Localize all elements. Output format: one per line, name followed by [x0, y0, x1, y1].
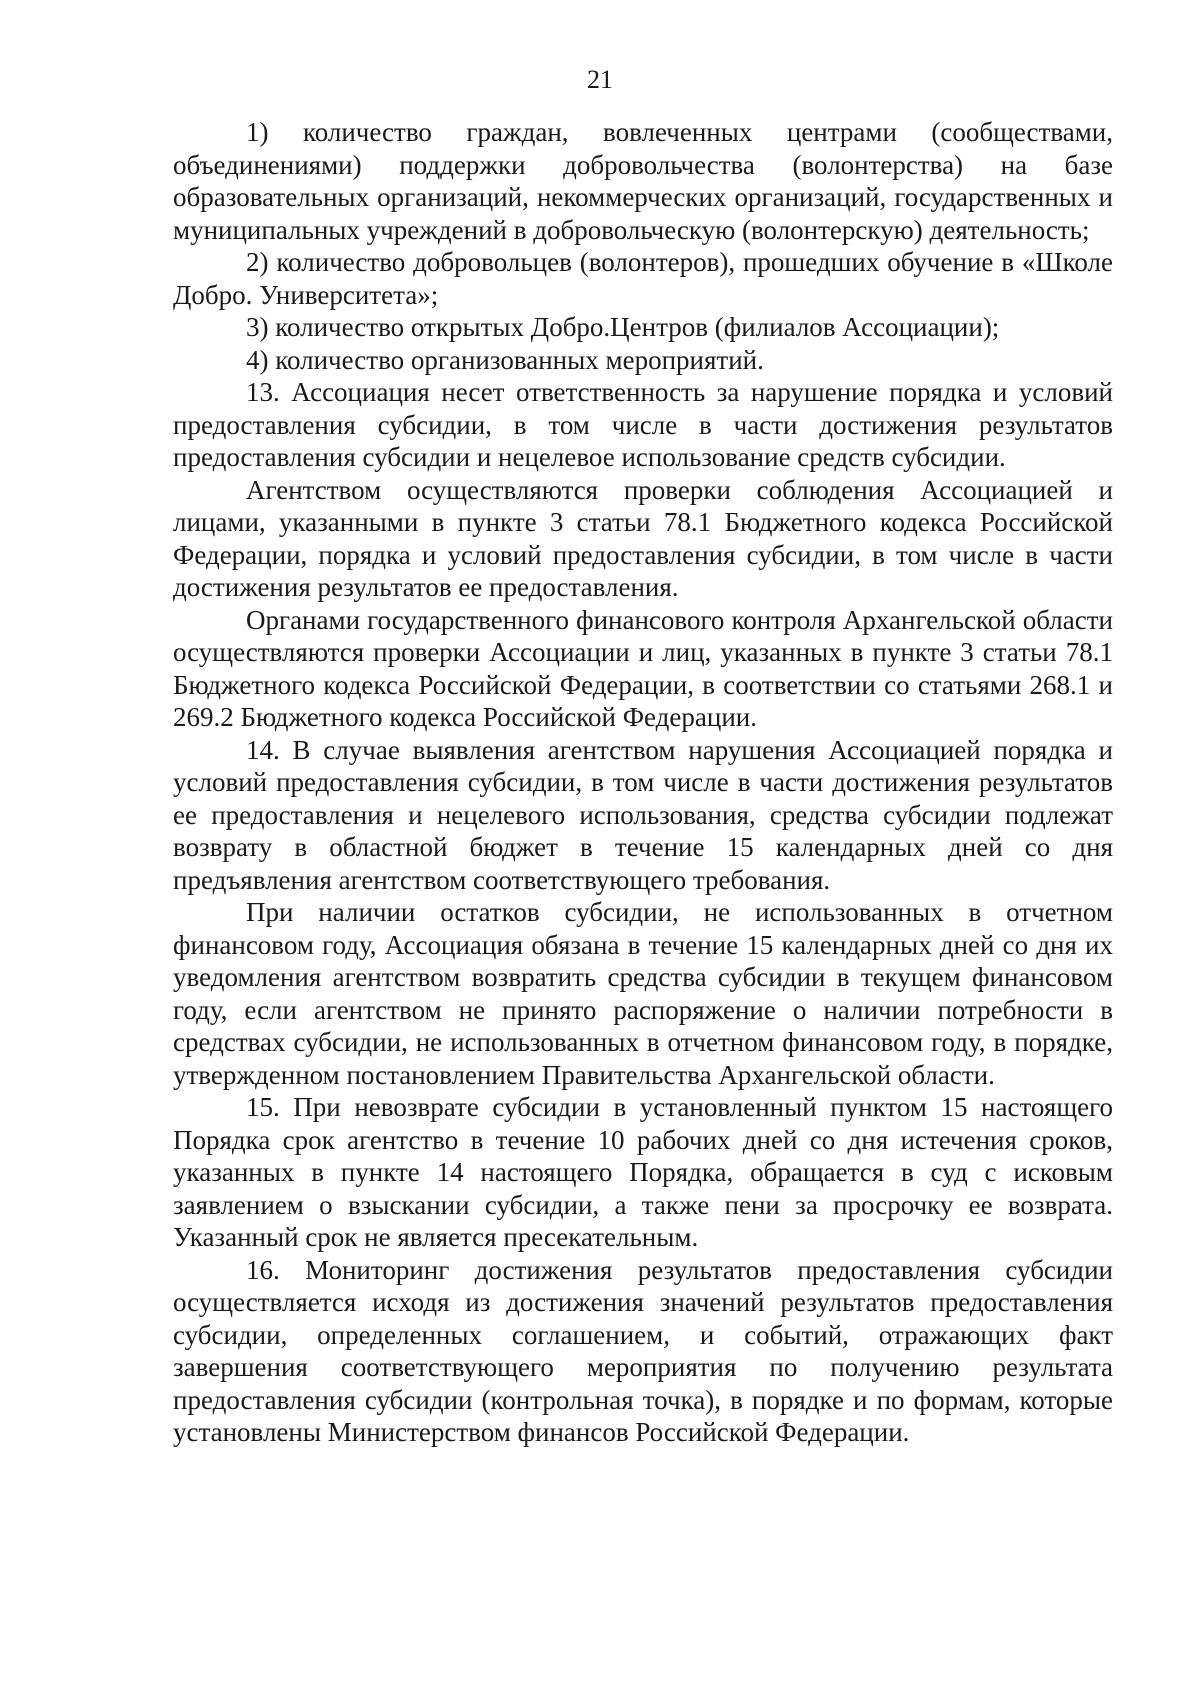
- paragraph-agency-checks: Агентством осуществляются проверки соблюдения Ассоциацией и лицами, указанными в пункте 3 статьи 78.1 Бюджетного кодекса Российской Федерации, порядка и условий предоставления субсидии, в том числе в части достижения результатов ее предоставления.: [173, 474, 1113, 602]
- paragraph-financial-control: Органами государственного финансового контроля Архангельской области осуществляются проверки Ассоциации и лиц, указанных в пункте 3 статьи 78.1 Бюджетного кодекса Российской Федерации, в соответствии со статьями 268.1 и 269.2 Бюджетного кодекса Российской Федерации.: [173, 604, 1113, 732]
- page-number: 21: [587, 65, 613, 94]
- paragraph-16: 16. Мониторинг достижения результатов предоставления субсидии осуществляется исходя из достижения значений результатов предоставления субсидии, определенных соглашением, и событий, отражающих факт завершения соответствующего мероприятия по получению результата предоставления субсидии (контрольная точка), в порядке и по формам, которые установлены Министерством финансов Российской Федерации.: [173, 1254, 1113, 1447]
- paragraph-item-4: 4) количество организованных мероприятий.: [246, 344, 764, 375]
- paragraph-remaining-funds: При наличии остатков субсидии, не использованных в отчетном финансовом году, Ассоциация обязана в течение 15 календарных дней со дня их уведомления агентством возвратить средства субсидии в текущем финансовом году, если агентством не принято распоряжение о наличии потребности в средствах субсидии, не использованных в отчетном финансовом году, в порядке, утвержденном постановлением Правительства Архангельской области.: [173, 897, 1113, 1090]
- paragraph-item-2: 2) количество добровольцев (волонтеров), прошедших обучение в «Школе Добро. Университета»;: [173, 247, 1113, 310]
- document-body: [173, 116, 1113, 1449]
- paragraph-item-1: 1) количество граждан, вовлеченных центрами (сообществами, объединениями) поддержки добровольчества (волонтерства) на базе образовательных организаций, некоммерческих организаций, государственных и муниципальных учреждений в добровольческую (волонтерскую) деятельность;: [173, 117, 1113, 245]
- paragraph-13: 13. Ассоциация несет ответственность за нарушение порядка и условий предоставления субсидии, в том числе в части достижения результатов предоставления субсидии и нецелевое использование средств субсидии.: [173, 377, 1113, 472]
- paragraph-14: 14. В случае выявления агентством нарушения Ассоциацией порядка и условий предоставления субсидии, в том числе в части достижения результатов ее предоставления и нецелевого использования, средства субсидии подлежат возврату в областной бюджет в течение 15 календарных дней со дня предъявления агентством соответствующего требования.: [173, 734, 1113, 895]
- paragraph-item-3: 3) количество открытых Добро.Центров (филиалов Ассоциации);: [246, 312, 1000, 342]
- paragraph-15: 15. При невозврате субсидии в установленный пунктом 15 настоящего Порядка срок агентство в течение 10 рабочих дней со дня истечения сроков, указанных в пункте 14 настоящего Порядка, обращается в суд с исковым заявлением о взыскании субсидии, а также пени за просрочку ее возврата. Указанный срок не является пресекательным.: [173, 1092, 1113, 1252]
